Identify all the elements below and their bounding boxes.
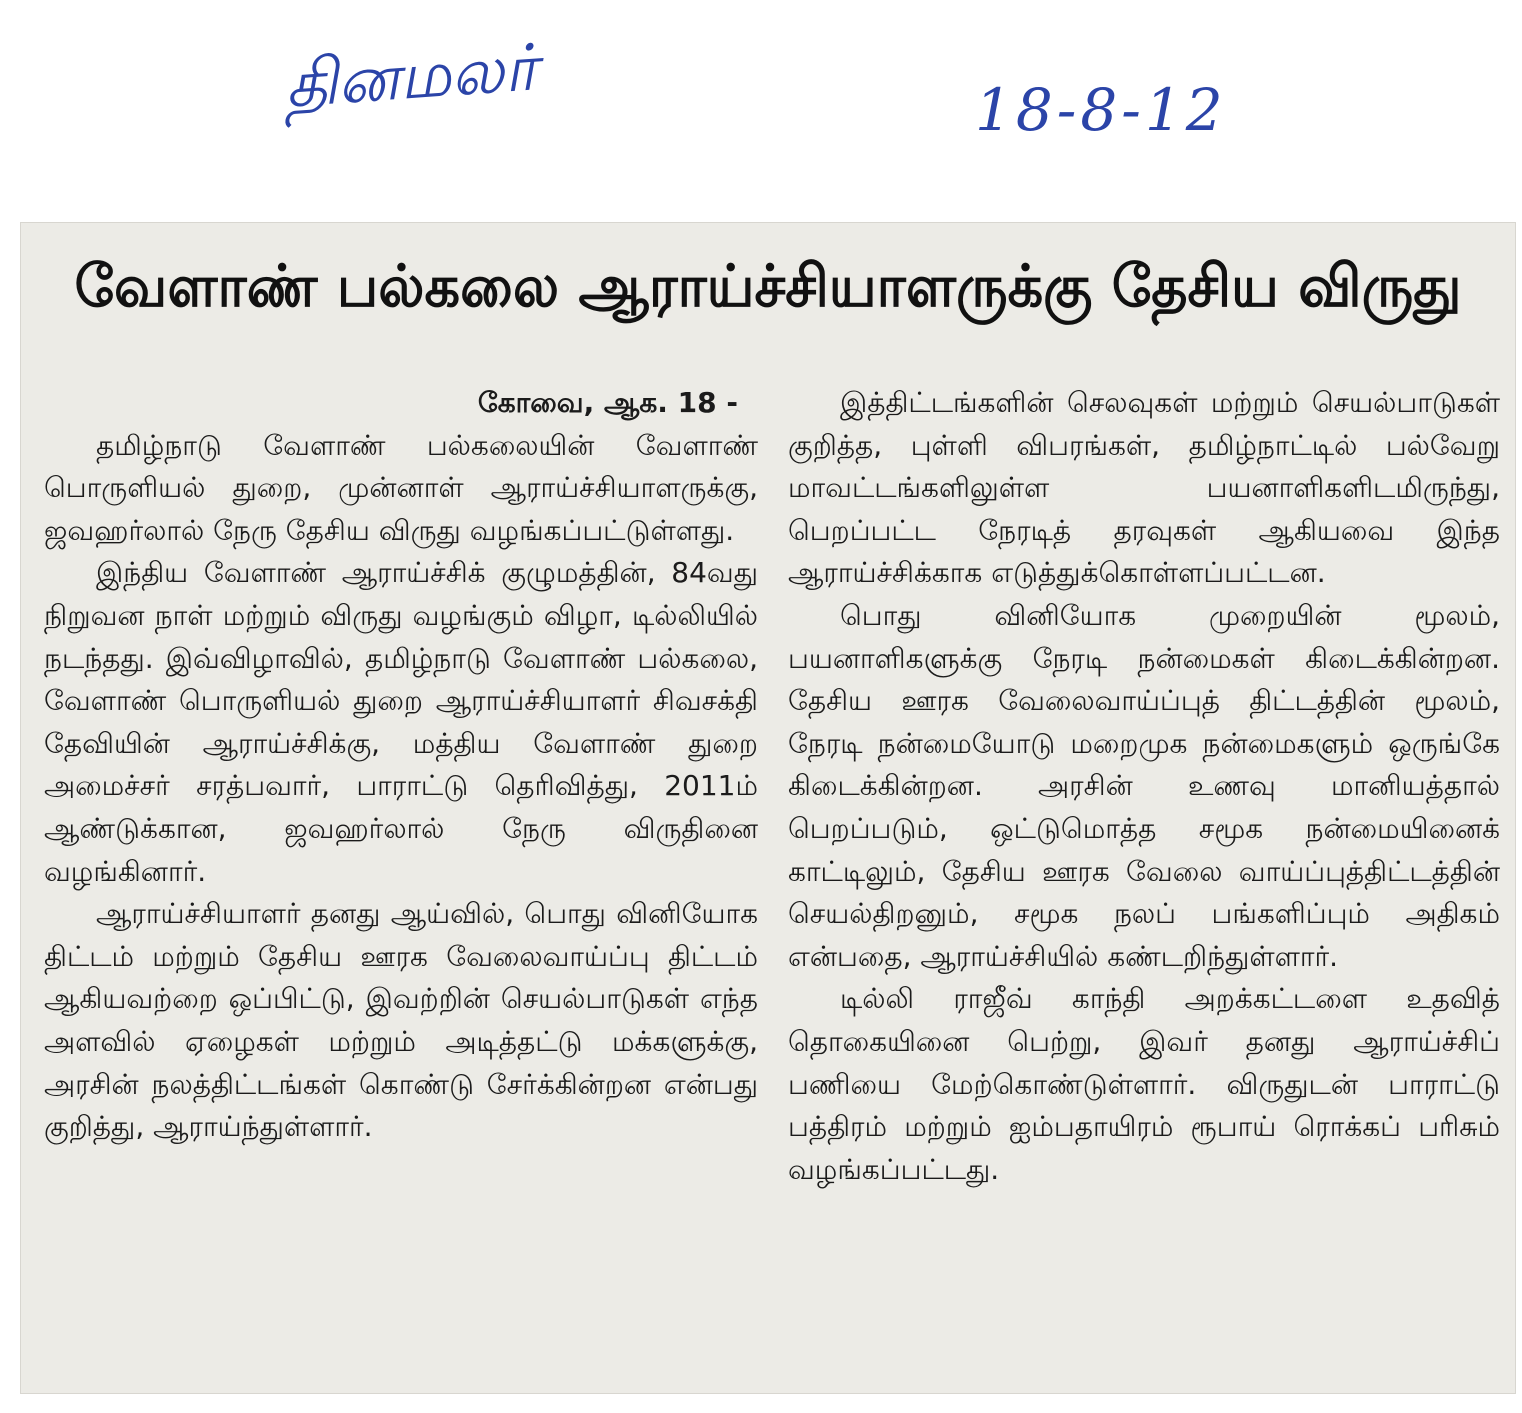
newspaper-clipping — [20, 222, 1516, 1394]
article-paragraph: ஆராய்ச்சியாளர் தனது ஆய்வில், பொது வினியோக திட்டம் மற்றும் தேசிய ஊரக வேலைவாய்ப்பு திட்டம் ஆகியவற்றை ஒப்பிட்டு, இவற்றின் செயல்பாடுகள் எந்த அளவில் ஏழைகள் மற்றும் அடித்தட்டு மக்களுக்கு, அரசின் நலத்திட்டங்கள் கொண்டு சேர்க்கின்றன என்பது குறித்து, ஆராய்ந்துள்ளார். — [44, 897, 758, 1144]
handwritten-date: 18-8-12 — [975, 76, 1227, 144]
article-headline: வேளாண் பல்கலை ஆராய்ச்சியாளருக்கு தேசிய விருது — [74, 252, 1462, 320]
handwritten-newspaper-name: தினமலர் — [282, 31, 540, 123]
article-paragraph: டில்லி ராஜீவ் காந்தி அறக்கட்டளை உதவித் தொகையினை பெற்று, இவர் தனது ஆராய்ச்சிப் பணியை மேற்கொண்டுள்ளார். விருதுடன் பாராட்டு பத்திரம் மற்றும் ஐம்பதாயிரம் ரூபாய் ரொக்கப் பரிசும் வழங்கப்பட்டது. — [788, 982, 1500, 1186]
article-paragraph: இந்திய வேளாண் ஆராய்ச்சிக் குழுமத்தின், 84வது நிறுவன நாள் மற்றும் விருது வழங்கும் விழா, டில்லியில் நடந்தது. இவ்விழாவில், தமிழ்நாடு வேளாண் பல்கலை, வேளாண் பொருளியல் துறை ஆராய்ச்சியாளர் சிவசக்தி தேவியின் ஆராய்ச்சிக்கு, மத்திய வேளாண் துறை அமைச்சர் சரத்பவார், பாராட்டு தெரிவித்து, 2011ம் ஆண்டுக்கான, ஜவஹர்லால் நேரு விருதினை வழங்கினார். — [44, 556, 758, 888]
article-paragraph: தமிழ்நாடு வேளாண் பல்கலையின் வேளாண் பொருளியல் துறை, முன்னாள் ஆராய்ச்சியாளருக்கு, ஜவஹர்லால் நேரு தேசிய விருது வழங்கப்பட்டுள்ளது. — [44, 428, 758, 547]
article-paragraph: இத்திட்டங்களின் செலவுகள் மற்றும் செயல்பாடுகள் குறித்த, புள்ளி விபரங்கள், தமிழ்நாட்டில் பல்வேறு மாவட்டங்களிலுள்ள பயனாளிகளிடமிருந்து, பெறப்பட்ட நேரடித் தரவுகள் ஆகியவை இந்த ஆராய்ச்சிக்காக எடுத்துக்கொள்ளப்பட்டன. — [788, 386, 1500, 590]
article-paragraph: பொது வினியோக முறையின் மூலம், பயனாளிகளுக்கு நேரடி நன்மைகள் கிடைக்கின்றன. தேசிய ஊரக வேலைவாய்ப்புத் திட்டத்தின் மூலம், நேரடி நன்மையோடு மறைமுக நன்மைகளும் ஒருங்கே கிடைக்கின்றன. அரசின் உணவு மானியத்தால் பெறப்படும், ஒட்டுமொத்த சமூக நன்மையினைக் காட்டிலும், தேசிய ஊரக வேலை வாய்ப்புத்திட்டத்தின் செயல்திறனும், சமூக நலப் பங்களிப்பும் அதிகம் என்பதை, ஆராய்ச்சியில் கண்டறிந்துள்ளார். — [788, 598, 1500, 973]
article-column-right — [788, 382, 1500, 1191]
article-column-left — [44, 382, 758, 1149]
article-dateline: கோவை, ஆக. 18 - — [477, 386, 738, 419]
